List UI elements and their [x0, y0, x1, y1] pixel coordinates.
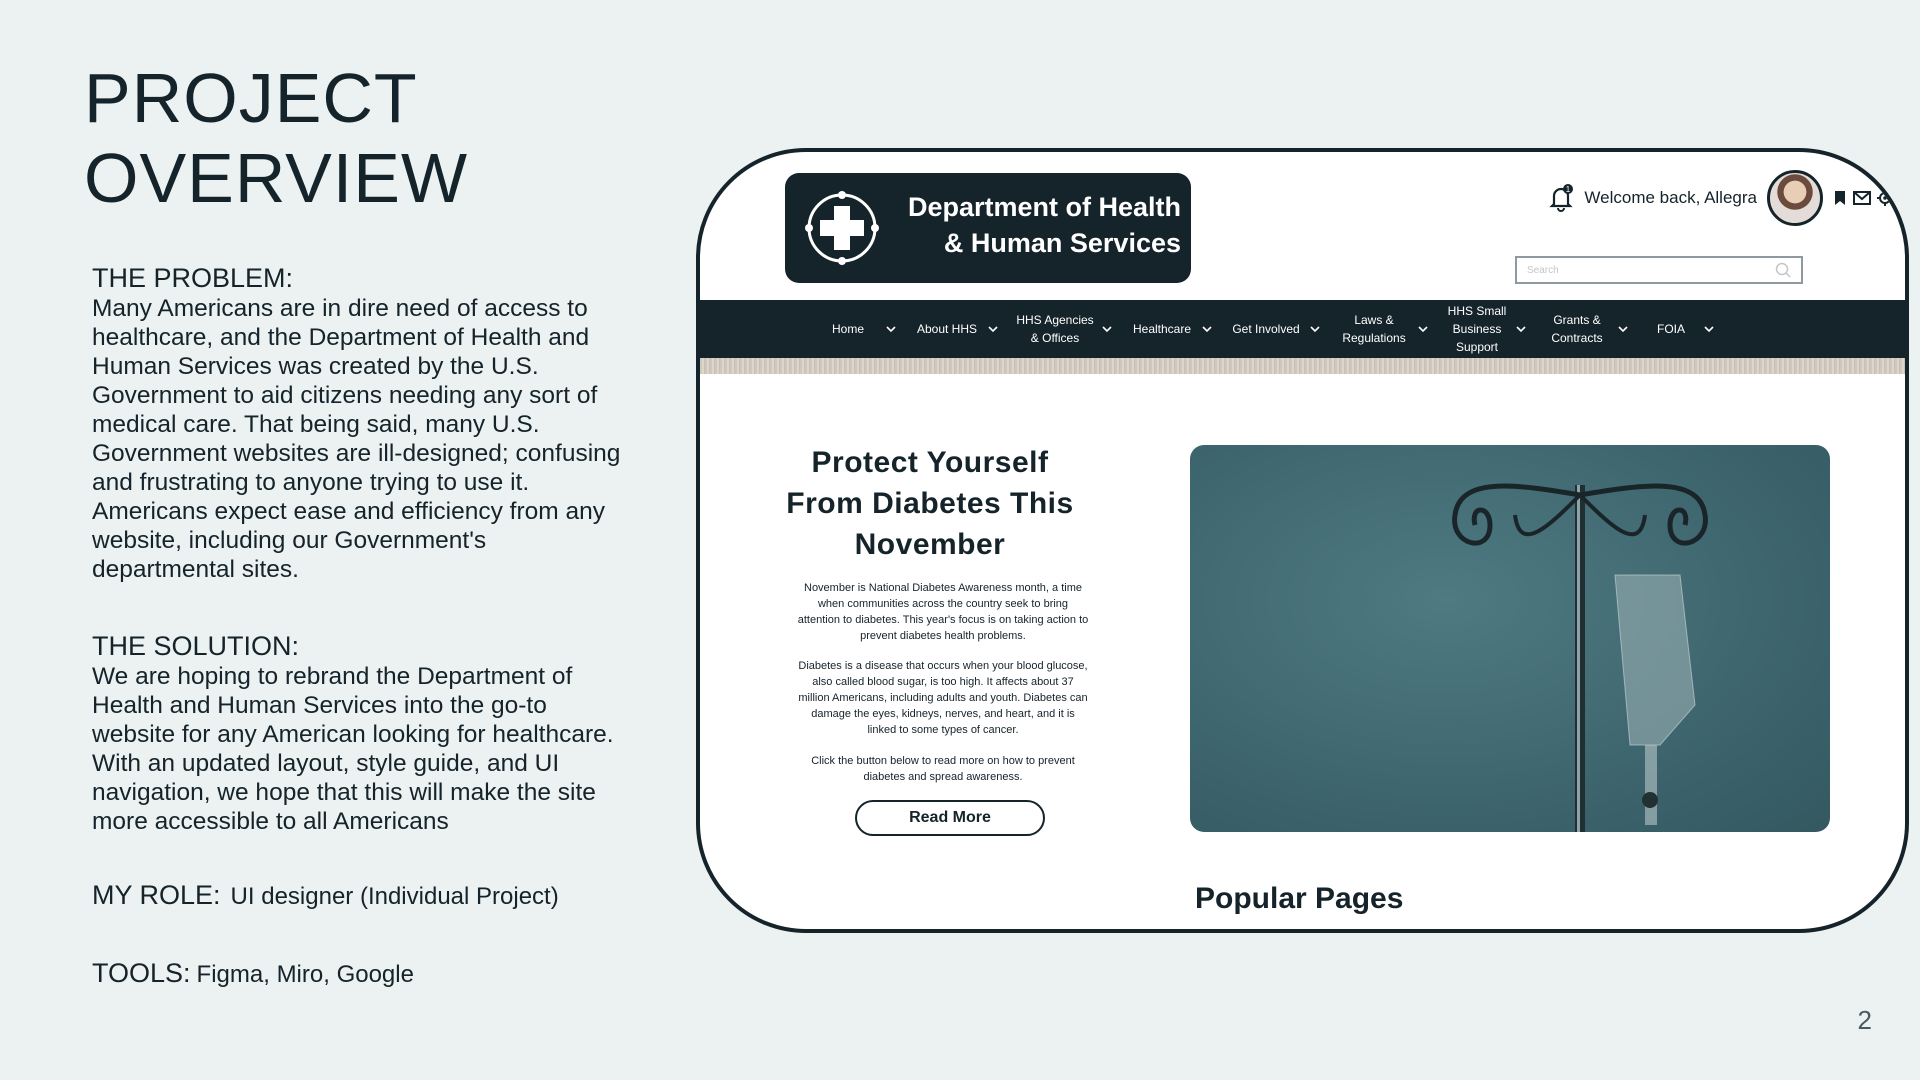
chevron-down-icon	[1416, 322, 1430, 336]
chevron-down-icon	[1100, 322, 1114, 336]
role-label: MY ROLE:	[92, 880, 221, 910]
tools-value: Figma, Miro, Google	[196, 961, 414, 988]
solution-body: We are hoping to rebrand the Department of Health and Human Services into the go-to website for any American looking for healthcare. With an updated layout, style guide, and UI navigation, we hope that this will make the site more accessible to all Americans	[92, 663, 614, 835]
slide-title-line1: PROJECT	[84, 59, 418, 137]
tools-label: TOOLS:	[92, 958, 191, 988]
linen-banner-strip	[700, 358, 1905, 374]
hero-image	[1190, 445, 1830, 832]
chevron-down-icon	[1308, 322, 1322, 336]
problem-body: Many Americans are in dire need of access to healthcare, and the Department of Health and Human Services was created by the U.S. Government to aid citizens needing any sort of medical care. That being said, many U.S. Government websites are ill-designed; confusing and frustrating to anyone trying to use it. Americans expect ease and efficiency from any website, including our Government's departmental sites.	[92, 295, 621, 583]
welcome-text: Welcome back, Allegra	[1584, 188, 1757, 207]
nav-label: Healthcare	[1132, 322, 1192, 336]
read-more-button[interactable]: Read More	[855, 800, 1045, 836]
bookmark-icon[interactable]	[1833, 190, 1847, 206]
site-logo[interactable]	[785, 173, 1191, 283]
solution-section	[92, 630, 632, 836]
chevron-down-icon	[1702, 322, 1716, 336]
nav-label: Grants & Contracts	[1551, 313, 1603, 345]
logo-line2: & Human Services	[943, 228, 1181, 258]
nav-label: Get Involved	[1232, 322, 1300, 336]
hero-paragraph-1: November is National Diabetes Awareness month, a time when communities across the country seek to bring attention to diabetes. This year's focus is on taking action to prevent diabetes health problems.	[797, 582, 1089, 642]
nav-label: Laws & Regulations	[1342, 313, 1406, 345]
logo-line1: Department of Health	[907, 192, 1181, 222]
page-number: 2	[1857, 1005, 1872, 1035]
nav-label: HHS Small Business Support	[1447, 304, 1507, 354]
hero-title: Protect Yourself From Diabetes This November	[786, 446, 1074, 561]
avatar[interactable]	[1767, 170, 1823, 226]
logo-text	[891, 189, 1181, 261]
site-header	[700, 152, 1905, 300]
nav-label: FOIA	[1656, 322, 1685, 336]
chevron-down-icon	[1616, 322, 1630, 336]
search-placeholder: Search	[1527, 264, 1559, 276]
mail-icon[interactable]	[1853, 191, 1871, 205]
nav-label: Home	[831, 322, 864, 336]
nav-item-small-business[interactable]	[1446, 302, 1528, 356]
nav-item-healthcare[interactable]	[1130, 320, 1214, 338]
gear-icon[interactable]	[1877, 190, 1893, 206]
hero-paragraph-3: Click the button below to read more on how to prevent diabetes and spread awareness.	[811, 755, 1075, 783]
bell-icon[interactable]	[1548, 184, 1574, 212]
search-icon[interactable]	[1775, 262, 1791, 278]
nav-label: HHS Agencies & Offices	[1016, 313, 1094, 345]
slide-title	[84, 58, 468, 218]
chevron-down-icon	[1514, 322, 1528, 336]
role-row	[92, 880, 559, 911]
medical-cross-icon	[805, 191, 879, 265]
search-input[interactable]	[1515, 256, 1803, 284]
nav-item-agencies[interactable]	[1016, 311, 1114, 347]
nav-item-about[interactable]	[914, 320, 1000, 338]
nav-item-foia[interactable]	[1646, 320, 1716, 338]
nav-item-grants[interactable]	[1544, 311, 1630, 347]
hero-paragraph-2: Diabetes is a disease that occurs when your blood glucose, also called blood sugar, is too high. It affects about 37 million Americans, including adults and youth. Diabetes can damage the eyes, kidneys, nerves, and heart, and it is linked to some types of cancer.	[798, 660, 1088, 736]
chevron-down-icon	[986, 322, 1000, 336]
role-value: UI designer (Individual Project)	[230, 883, 559, 910]
solution-heading: THE SOLUTION:	[92, 631, 300, 661]
website-mockup	[696, 148, 1909, 933]
problem-section	[92, 262, 632, 584]
chevron-down-icon	[1200, 322, 1214, 336]
header-icons	[1833, 190, 1893, 206]
nav-item-laws[interactable]	[1338, 311, 1430, 347]
user-area	[1548, 170, 1893, 226]
notification-count: 1	[1566, 185, 1571, 194]
chevron-down-icon	[884, 322, 898, 336]
iv-pole-illustration	[1190, 445, 1830, 832]
nav-item-home[interactable]	[818, 320, 898, 338]
nav-label: About HHS	[916, 322, 978, 336]
main-nav	[700, 300, 1905, 358]
problem-heading: THE PROBLEM:	[92, 263, 294, 293]
nav-item-get-involved[interactable]	[1230, 320, 1322, 338]
tools-row	[92, 958, 414, 989]
popular-pages-heading: Popular Pages	[1195, 882, 1404, 915]
slide-title-line2: OVERVIEW	[84, 139, 469, 217]
